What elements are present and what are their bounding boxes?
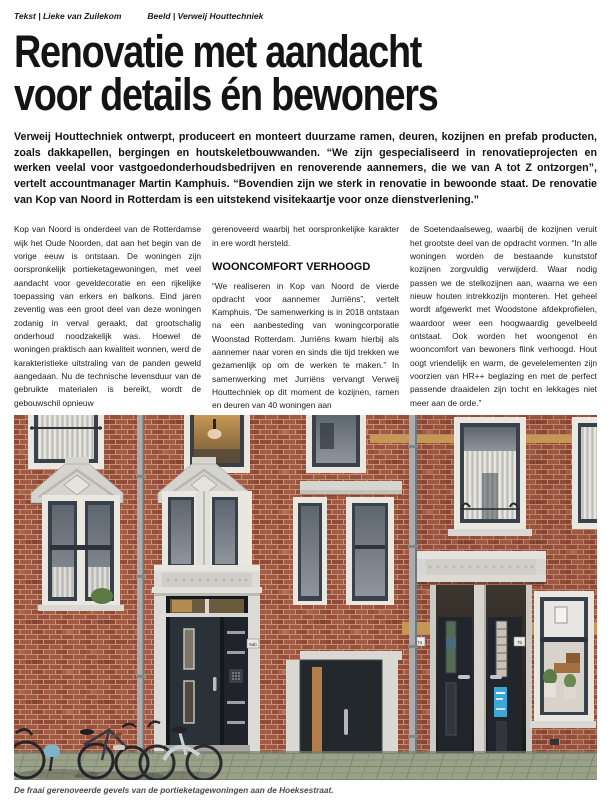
photo-caption: De fraai gerenoveerde gevels van de portieketagewoningen aan de Hoeksestraat. <box>14 785 334 796</box>
window-upper-far-right <box>572 417 597 529</box>
byline-text-credit: Tekst | Lieke van Zuilekom <box>14 11 122 21</box>
entrance-door-left <box>170 617 220 745</box>
body-paragraph: Kop van Noord is onderdeel van de Rotterdamse wijk het Oude Noorden, dat aan het begin van de vorige eeuw is ontstaan. De woningen zijn oorspronkelijk portieketagewoningen, met veel aandacht voor geveldecoratie en een rijkelijke toepassing van erkers en balkons. Eind jaren zeventig was een groot deel van deze woningen zodanig in verval geraakt, dat grootschalig onderhoud noodzakelijk was. Hoewel de woningen praktisch aan kwaliteit wonnen, werd de karakteristieke uitstraling van de panden geweld aangedaan. Nu de technische levensduur van de gebruikte materialen is bereikt, wordt de gebouwschil opnieuw <box>14 224 201 408</box>
window-upper-right-of-center <box>306 415 366 473</box>
body-paragraph: “We realiseren in Kop van Noord de vierde opdracht voor aannemer Jurriëns”, vertelt Kamphuis. “De samenwerking is in 2018 ontstaan na een aanbesteding van woningcorporatie Woonstad Rotterdam. Jurriëns kwam hierbij als aannemer naar voren en sinds die tijd trekken we gezamenlijk op om de werken te maken.” In samenwerking met Jurriëns vervangt Verweij Houttechniek op dit moment de kozijnen, ramen en deuren van 40 woningen aan <box>212 280 399 411</box>
byline-photo-credit: Beeld | Verweij Houttechniek <box>147 11 264 21</box>
svg-text:7a: 7a <box>416 640 423 646</box>
mailbox-panel <box>224 617 248 745</box>
facade-photo-graphic <box>14 415 597 780</box>
body-column-2 <box>212 223 399 411</box>
window-tall-left <box>38 495 124 611</box>
body-paragraph: de Soetendaalseweg, waarbij de kozijnen veruit het grootste deel van de opdracht vormen. “In alle woningen worden de bestaande kunststof kozijnen zorgvuldig verwijderd. Waar nodig passen we de stelkozijnen aan, waarna we een nieuw houten intrekkozijn monteren. Het geheel wordt afgewerkt met Woodstone afdekprofielen, waardoor weer een hoogwaardig gevelbeeld ontstaat. Ook worden het woongenot én wooncomfort van bewoners flink verhoogd. Hout oogt vriendelijk en warm, de gevelelementen zijn voorzien van HR++ beglazing en met de perfect passende draaidelen zijn tocht en lekkages niet meer aan de orde.” <box>410 224 597 408</box>
house-number-plate-7b <box>514 637 525 646</box>
window-tall-right-b <box>346 497 394 605</box>
body-column-3 <box>410 223 597 411</box>
headline-line-2: voor details én bewoners <box>14 68 438 120</box>
double-entrance-portal <box>416 551 546 770</box>
facade-photo <box>14 415 597 796</box>
article-intro: Verweij Houttechniek ontwerpt, produceert en monteert duurzame ramen, deuren, kozijnen en prefab producten, zoals dakkapellen, bergingen en houtskeletbouwwanden. “We zijn gespecialiseerd in renovatieprojecten en werken veelal voor vastgoedonderhoudsbedrijven en renoverende aannemers, die we van A tot Z ontzorgen”, vertelt accountmanager Martin Kamphuis. “Bovendien zijn we sterk in renovatie in bewoonde staat. De renovatie van Kop van Noord in Rotterdam is een uitstekend visitekaartje voor onze dienstverlening.” <box>14 130 597 206</box>
article-byline <box>14 12 597 21</box>
window-tall-right-a <box>293 497 327 605</box>
svg-text:7b: 7b <box>516 640 523 646</box>
window-hood-lintel <box>300 481 402 496</box>
svg-text:9ab: 9ab <box>249 642 257 648</box>
window-pair-above-entrance <box>162 491 252 573</box>
ground-floor-window-right <box>530 591 596 745</box>
window-upper-right-building <box>448 417 532 536</box>
headline-line-1: Renovatie met aandacht <box>14 25 422 77</box>
entrance-door-middle-left <box>438 617 472 758</box>
house-number-plate-9 <box>247 639 259 648</box>
article-body <box>14 223 597 411</box>
body-column-1 <box>14 223 201 411</box>
entrance-portal-left <box>152 565 262 761</box>
section-heading: WOONCOMFORT VERHOOGD <box>212 261 371 274</box>
article-headline <box>14 25 504 120</box>
body-paragraph: gerenoveerd waarbij het oorspronkelijke karakter in ere wordt hersteld. <box>212 224 399 248</box>
